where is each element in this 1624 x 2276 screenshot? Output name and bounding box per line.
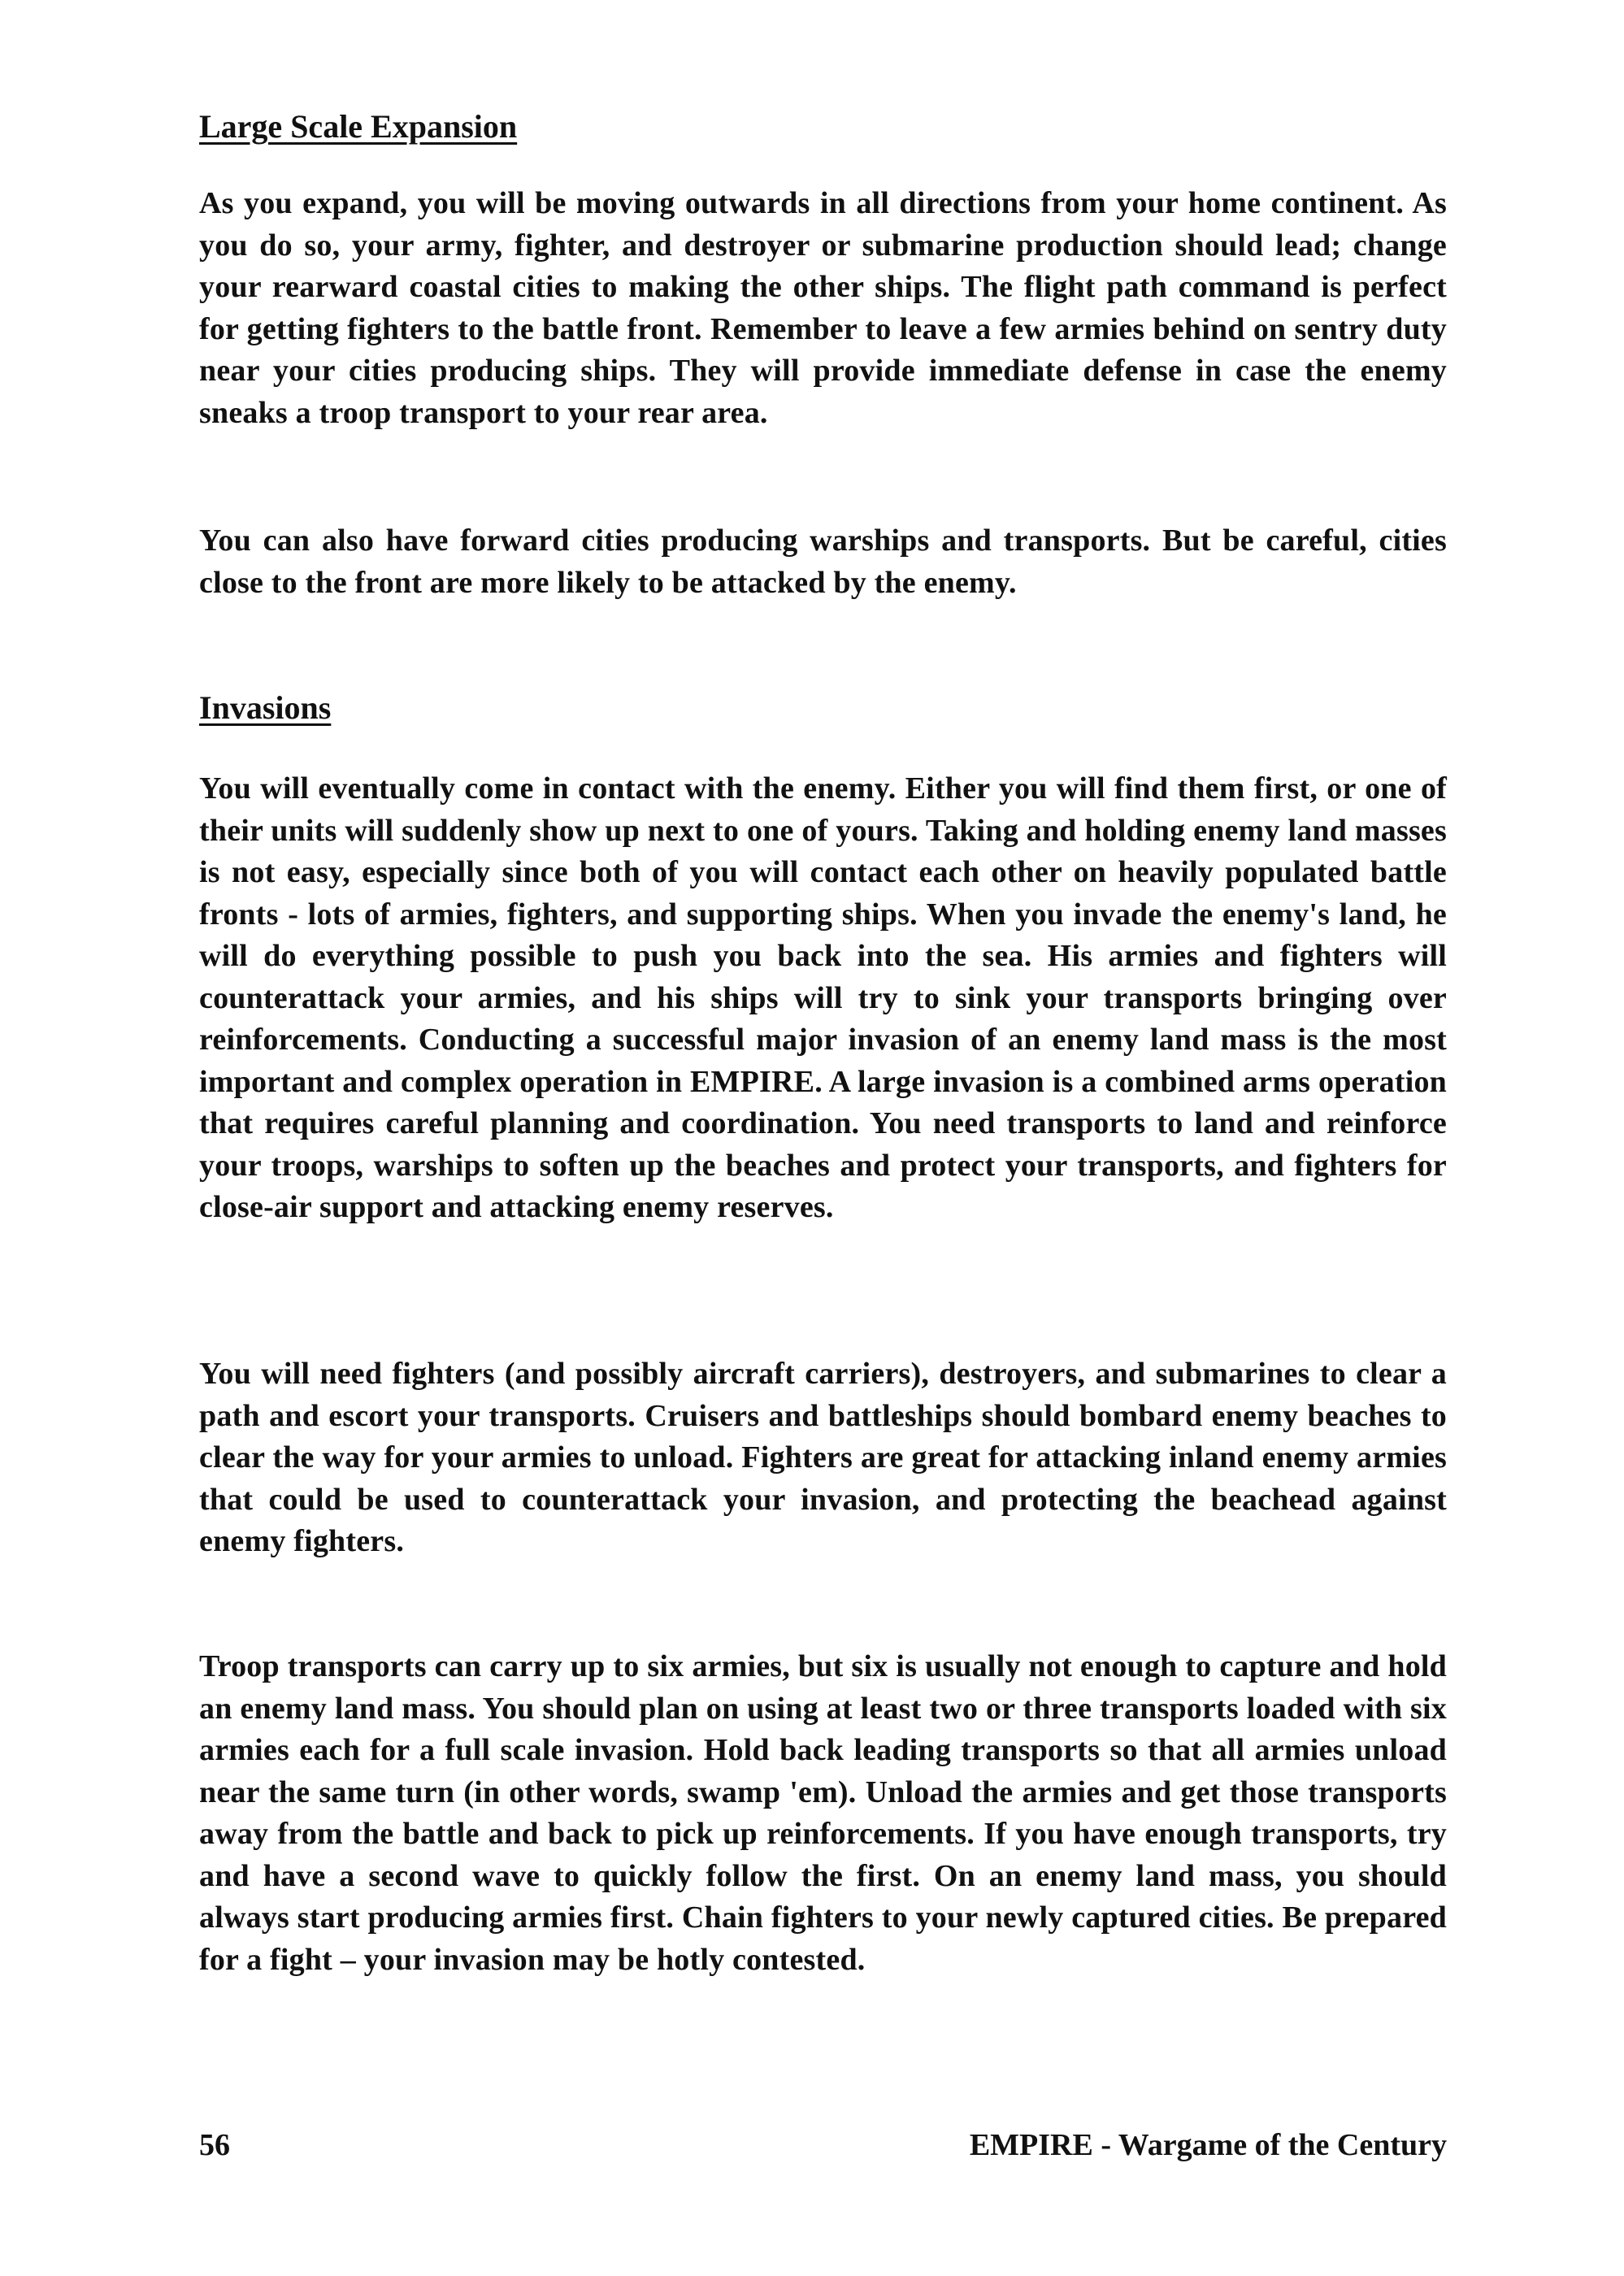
paragraph-invasions-1 xyxy=(199,768,1447,1229)
paragraph-invasions-3: Troop transports can carry up to six armies, but six is usually not enough to capture and hold an enemy land mass. You should plan on using at least two or three transports loaded with six armies each for a full scale invasion. Hold back leading transports so that all armies unload near the same turn (in other words, swamp 'em). Unload the armies and get those transports away from the battle and back to pick up reinforcements. If you have enough transports, try and have a second wave to quickly follow the first. On an enemy land mass, you should always start producing armies first. Chain fighters to your newly captured cities. Be prepared for a fight – your invasion may be hotly contested. xyxy=(199,1649,1447,1977)
section-heading-large-scale-expansion: Large Scale Expansion xyxy=(199,108,518,145)
page-footer xyxy=(199,2126,1447,2165)
paragraph-invasions-1-text-a: You will eventually come in contact with the enemy. Either you will find them first, or one of their units will suddenly show up next to one of yours. Taking and holding enemy land masses is not easy, especially since both of you will contact each other on heavily populated battle fronts - lots of armies, fighters, and supporting ships. When you invade the enemy's land, he will do everything possible to push you back into the sea. His armies and fighters will counterattack your armies, and his ships will try to sink your transports bringing over reinforcements. Conducting a successful major invasion of an enemy land mass is the most important and complex operation in xyxy=(199,771,1447,1099)
section-heading-invasions: Invasions xyxy=(199,689,332,726)
page-number: 56 xyxy=(199,2128,230,2162)
document-page xyxy=(199,106,1447,2170)
paragraph-expansion-2: You can also have forward cities producing warships and transports. But be careful, cities close to the front are more likely to be attacked by the enemy. xyxy=(199,523,1447,600)
paragraph-invasions-1-text-b: . A large invasion is a combined arms operation that requires careful planning and coordination. You need transports to land and reinforce your troops, warships to soften up the beaches and protect your transports, and fighters for close-air support and attacking enemy reserves. xyxy=(199,1064,1448,1224)
book-title: EMPIRE - Wargame of the Century xyxy=(969,2128,1447,2162)
empire-title-emphasis: EMPIRE xyxy=(690,1064,815,1099)
paragraph-invasions-2: You will need fighters (and possibly aircraft carriers), destroyers, and submarines to clear a path and escort your transports. Cruisers and battleships should bombard enemy beaches to clear the way for your armies to unload. Fighters are great for attacking inland enemy armies that could be used to counterattack your invasion, and protecting the beachead against enemy fighters. xyxy=(199,1357,1447,1558)
paragraph-expansion-1: As you expand, you will be moving outwards in all directions from your home continent. As you do so, your army, fighter, and destroyer or submarine production should lead; change your rearward coastal cities to making the other ships. The flight path command is perfect for getting fighters to the battle front. Remember to leave a few armies behind on sentry duty near your cities producing ships. They will provide immediate defense in case the enemy sneaks a troop transport to your rear area. xyxy=(199,186,1447,430)
